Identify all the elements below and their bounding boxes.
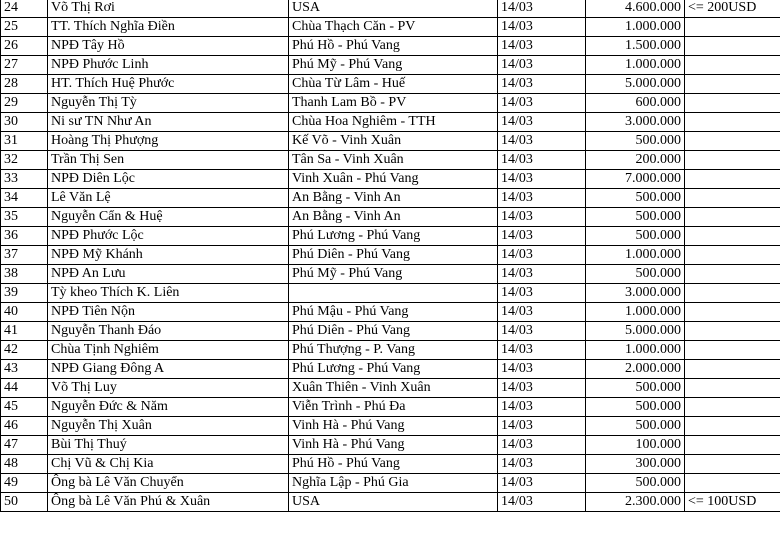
table-row: [1, 0, 780, 18]
row-number-cell: 41: [1, 322, 48, 341]
donation-date-cell: 14/03: [498, 151, 586, 170]
donation-date-cell: 14/03: [498, 474, 586, 493]
donation-note-cell: [685, 170, 780, 189]
row-number-cell: 28: [1, 75, 48, 94]
donor-address-cell: Tân Sa - Vinh Xuân: [289, 151, 498, 170]
donation-note-cell: [685, 341, 780, 360]
donation-amount-cell: 500.000: [586, 265, 685, 284]
donor-address-cell: Chùa Hoa Nghiêm - TTH: [289, 113, 498, 132]
donor-address-cell: Nghĩa Lập - Phú Gia: [289, 474, 498, 493]
donation-date-cell: 14/03: [498, 113, 586, 132]
row-number-cell: 27: [1, 56, 48, 75]
donation-amount-cell: 100.000: [586, 436, 685, 455]
donor-address-cell: Phú Thượng - P. Vang: [289, 341, 498, 360]
donation-note-cell: <= 200USD: [685, 0, 780, 18]
table-row: [1, 436, 780, 455]
row-number-cell: 48: [1, 455, 48, 474]
row-number-cell: 30: [1, 113, 48, 132]
donation-amount-cell: 500.000: [586, 417, 685, 436]
donation-date-cell: 14/03: [498, 37, 586, 56]
table-row: [1, 360, 780, 379]
donation-note-cell: [685, 189, 780, 208]
donor-address-cell: Thanh Lam Bồ - PV: [289, 94, 498, 113]
donation-amount-cell: 500.000: [586, 474, 685, 493]
table-row: [1, 170, 780, 189]
donor-name-cell: NPĐ Mỹ Khánh: [48, 246, 289, 265]
table-row: [1, 56, 780, 75]
donation-date-cell: 14/03: [498, 493, 586, 512]
donation-amount-cell: 7.000.000: [586, 170, 685, 189]
donation-note-cell: [685, 132, 780, 151]
donor-address-cell: Xuân Thiên - Vinh Xuân: [289, 379, 498, 398]
row-number-cell: 43: [1, 360, 48, 379]
donor-name-cell: NPĐ Phước Lộc: [48, 227, 289, 246]
donation-note-cell: [685, 113, 780, 132]
donor-name-cell: NPĐ Diên Lộc: [48, 170, 289, 189]
donor-name-cell: TT. Thích Nghĩa Điền: [48, 18, 289, 37]
table-row: [1, 113, 780, 132]
row-number-cell: 46: [1, 417, 48, 436]
donor-name-cell: Ông bà Lê Văn Phú & Xuân: [48, 493, 289, 512]
table-row: [1, 94, 780, 113]
donation-amount-cell: 4.600.000: [586, 0, 685, 18]
donation-note-cell: [685, 398, 780, 417]
donor-name-cell: Tỳ kheo Thích K. Liên: [48, 284, 289, 303]
donation-date-cell: 14/03: [498, 170, 586, 189]
donation-note-cell: [685, 18, 780, 37]
row-number-cell: 24: [1, 0, 48, 18]
donation-amount-cell: 1.000.000: [586, 246, 685, 265]
table-row: [1, 265, 780, 284]
donor-name-cell: Hoàng Thị Phượng: [48, 132, 289, 151]
donation-note-cell: [685, 379, 780, 398]
row-number-cell: 26: [1, 37, 48, 56]
row-number-cell: 39: [1, 284, 48, 303]
donor-address-cell: USA: [289, 0, 498, 18]
donor-name-cell: Chùa Tịnh Nghiêm: [48, 341, 289, 360]
row-number-cell: 29: [1, 94, 48, 113]
donation-amount-cell: 2.300.000: [586, 493, 685, 512]
donor-name-cell: Bùi Thị Thuý: [48, 436, 289, 455]
row-number-cell: 45: [1, 398, 48, 417]
table-row: [1, 379, 780, 398]
donor-name-cell: Nguyễn Thị Xuân: [48, 417, 289, 436]
donation-amount-cell: 600.000: [586, 94, 685, 113]
donation-amount-cell: 1.000.000: [586, 56, 685, 75]
donation-amount-cell: 1.000.000: [586, 18, 685, 37]
donor-address-cell: Vinh Hà - Phú Vang: [289, 436, 498, 455]
row-number-cell: 31: [1, 132, 48, 151]
donation-date-cell: 14/03: [498, 360, 586, 379]
table-row: [1, 417, 780, 436]
table-row: [1, 132, 780, 151]
donation-amount-cell: 5.000.000: [586, 75, 685, 94]
table-row: [1, 189, 780, 208]
row-number-cell: 49: [1, 474, 48, 493]
donation-note-cell: [685, 284, 780, 303]
donation-note-cell: [685, 37, 780, 56]
donor-address-cell: Phú Diên - Phú Vang: [289, 246, 498, 265]
donor-name-cell: Lê Văn Lệ: [48, 189, 289, 208]
donation-amount-cell: 300.000: [586, 455, 685, 474]
donation-note-cell: [685, 75, 780, 94]
donation-date-cell: 14/03: [498, 303, 586, 322]
row-number-cell: 37: [1, 246, 48, 265]
donation-date-cell: 14/03: [498, 455, 586, 474]
donation-amount-cell: 2.000.000: [586, 360, 685, 379]
donation-note-cell: [685, 436, 780, 455]
donation-date-cell: 14/03: [498, 0, 586, 18]
table-row: [1, 341, 780, 360]
donor-address-cell: Vinh Xuân - Phú Vang: [289, 170, 498, 189]
row-number-cell: 33: [1, 170, 48, 189]
row-number-cell: 47: [1, 436, 48, 455]
donation-amount-cell: 500.000: [586, 132, 685, 151]
table-row: [1, 493, 780, 512]
donation-date-cell: 14/03: [498, 75, 586, 94]
donation-date-cell: 14/03: [498, 132, 586, 151]
row-number-cell: 34: [1, 189, 48, 208]
donor-name-cell: Võ Thị Luy: [48, 379, 289, 398]
donor-name-cell: Chị Vũ & Chị Kia: [48, 455, 289, 474]
row-number-cell: 35: [1, 208, 48, 227]
donor-address-cell: Phú Mỹ - Phú Vang: [289, 265, 498, 284]
donation-amount-cell: 500.000: [586, 227, 685, 246]
donation-note-cell: [685, 208, 780, 227]
donation-amount-cell: 1.500.000: [586, 37, 685, 56]
table-row: [1, 151, 780, 170]
donation-date-cell: 14/03: [498, 284, 586, 303]
donation-date-cell: 14/03: [498, 18, 586, 37]
donation-note-cell: [685, 94, 780, 113]
donor-address-cell: An Bằng - Vinh An: [289, 189, 498, 208]
donation-date-cell: 14/03: [498, 94, 586, 113]
donor-address-cell: [289, 284, 498, 303]
table-row: [1, 284, 780, 303]
donor-address-cell: USA: [289, 493, 498, 512]
donor-address-cell: Kế Võ - Vinh Xuân: [289, 132, 498, 151]
donor-address-cell: Phú Hồ - Phú Vang: [289, 37, 498, 56]
row-number-cell: 38: [1, 265, 48, 284]
donation-date-cell: 14/03: [498, 436, 586, 455]
donation-date-cell: 14/03: [498, 246, 586, 265]
donor-name-cell: NPĐ Phước Linh: [48, 56, 289, 75]
donation-amount-cell: 500.000: [586, 379, 685, 398]
donation-note-cell: <= 100USD: [685, 493, 780, 512]
donor-name-cell: Nguyễn Đức & Năm: [48, 398, 289, 417]
donor-address-cell: Viễn Trình - Phú Đa: [289, 398, 498, 417]
donation-date-cell: 14/03: [498, 379, 586, 398]
table-row: [1, 322, 780, 341]
donation-date-cell: 14/03: [498, 227, 586, 246]
donation-amount-cell: 3.000.000: [586, 113, 685, 132]
donation-note-cell: [685, 417, 780, 436]
donor-name-cell: Trần Thị Sen: [48, 151, 289, 170]
donor-address-cell: Phú Lương - Phú Vang: [289, 360, 498, 379]
donor-name-cell: Ông bà Lê Văn Chuyển: [48, 474, 289, 493]
donor-address-cell: Phú Hồ - Phú Vang: [289, 455, 498, 474]
donor-name-cell: Nguyễn Thị Tỳ: [48, 94, 289, 113]
donor-name-cell: Nguyễn Cẩn & Huệ: [48, 208, 289, 227]
donation-amount-cell: 500.000: [586, 398, 685, 417]
donation-amount-cell: 500.000: [586, 208, 685, 227]
row-number-cell: 36: [1, 227, 48, 246]
donation-date-cell: 14/03: [498, 398, 586, 417]
donation-amount-cell: 3.000.000: [586, 284, 685, 303]
donation-note-cell: [685, 474, 780, 493]
donor-name-cell: HT. Thích Huệ Phước: [48, 75, 289, 94]
donor-address-cell: Phú Mậu - Phú Vang: [289, 303, 498, 322]
donation-note-cell: [685, 151, 780, 170]
row-number-cell: 44: [1, 379, 48, 398]
donor-address-cell: Phú Lương - Phú Vang: [289, 227, 498, 246]
donor-name-cell: Ni sư TN Như An: [48, 113, 289, 132]
table-row: [1, 227, 780, 246]
table-row: [1, 75, 780, 94]
donation-note-cell: [685, 56, 780, 75]
row-number-cell: 42: [1, 341, 48, 360]
donor-name-cell: NPĐ Tiên Nộn: [48, 303, 289, 322]
table-row: [1, 246, 780, 265]
table-row: [1, 455, 780, 474]
donor-address-cell: Chùa Thạch Căn - PV: [289, 18, 498, 37]
row-number-cell: 25: [1, 18, 48, 37]
donation-date-cell: 14/03: [498, 265, 586, 284]
donor-name-cell: NPĐ An Lưu: [48, 265, 289, 284]
table-row: [1, 398, 780, 417]
row-number-cell: 32: [1, 151, 48, 170]
donation-note-cell: [685, 227, 780, 246]
donor-name-cell: NPĐ Tây Hồ: [48, 37, 289, 56]
donation-note-cell: [685, 246, 780, 265]
donor-address-cell: Chùa Từ Lâm - Huế: [289, 75, 498, 94]
donation-amount-cell: 200.000: [586, 151, 685, 170]
donation-note-cell: [685, 265, 780, 284]
donation-note-cell: [685, 360, 780, 379]
donation-amount-cell: 1.000.000: [586, 303, 685, 322]
table-row: [1, 208, 780, 227]
row-number-cell: 50: [1, 493, 48, 512]
donation-date-cell: 14/03: [498, 189, 586, 208]
donation-date-cell: 14/03: [498, 56, 586, 75]
donation-date-cell: 14/03: [498, 341, 586, 360]
donation-amount-cell: 500.000: [586, 189, 685, 208]
donor-name-cell: Võ Thị Rơi: [48, 0, 289, 18]
donation-date-cell: 14/03: [498, 417, 586, 436]
donation-date-cell: 14/03: [498, 322, 586, 341]
table-row: [1, 303, 780, 322]
table-row: [1, 37, 780, 56]
donor-address-cell: Vinh Hà - Phú Vang: [289, 417, 498, 436]
donor-address-cell: Phú Diên - Phú Vang: [289, 322, 498, 341]
donation-note-cell: [685, 303, 780, 322]
donation-amount-cell: 1.000.000: [586, 341, 685, 360]
donation-table-body: [1, 0, 780, 512]
row-number-cell: 40: [1, 303, 48, 322]
donation-note-cell: [685, 322, 780, 341]
donation-date-cell: 14/03: [498, 208, 586, 227]
table-row: [1, 474, 780, 493]
donor-name-cell: NPĐ Giang Đông A: [48, 360, 289, 379]
table-row: [1, 18, 780, 37]
donation-amount-cell: 5.000.000: [586, 322, 685, 341]
donation-note-cell: [685, 455, 780, 474]
donor-name-cell: Nguyễn Thanh Đáo: [48, 322, 289, 341]
donor-address-cell: Phú Mỹ - Phú Vang: [289, 56, 498, 75]
donor-address-cell: An Bằng - Vinh An: [289, 208, 498, 227]
